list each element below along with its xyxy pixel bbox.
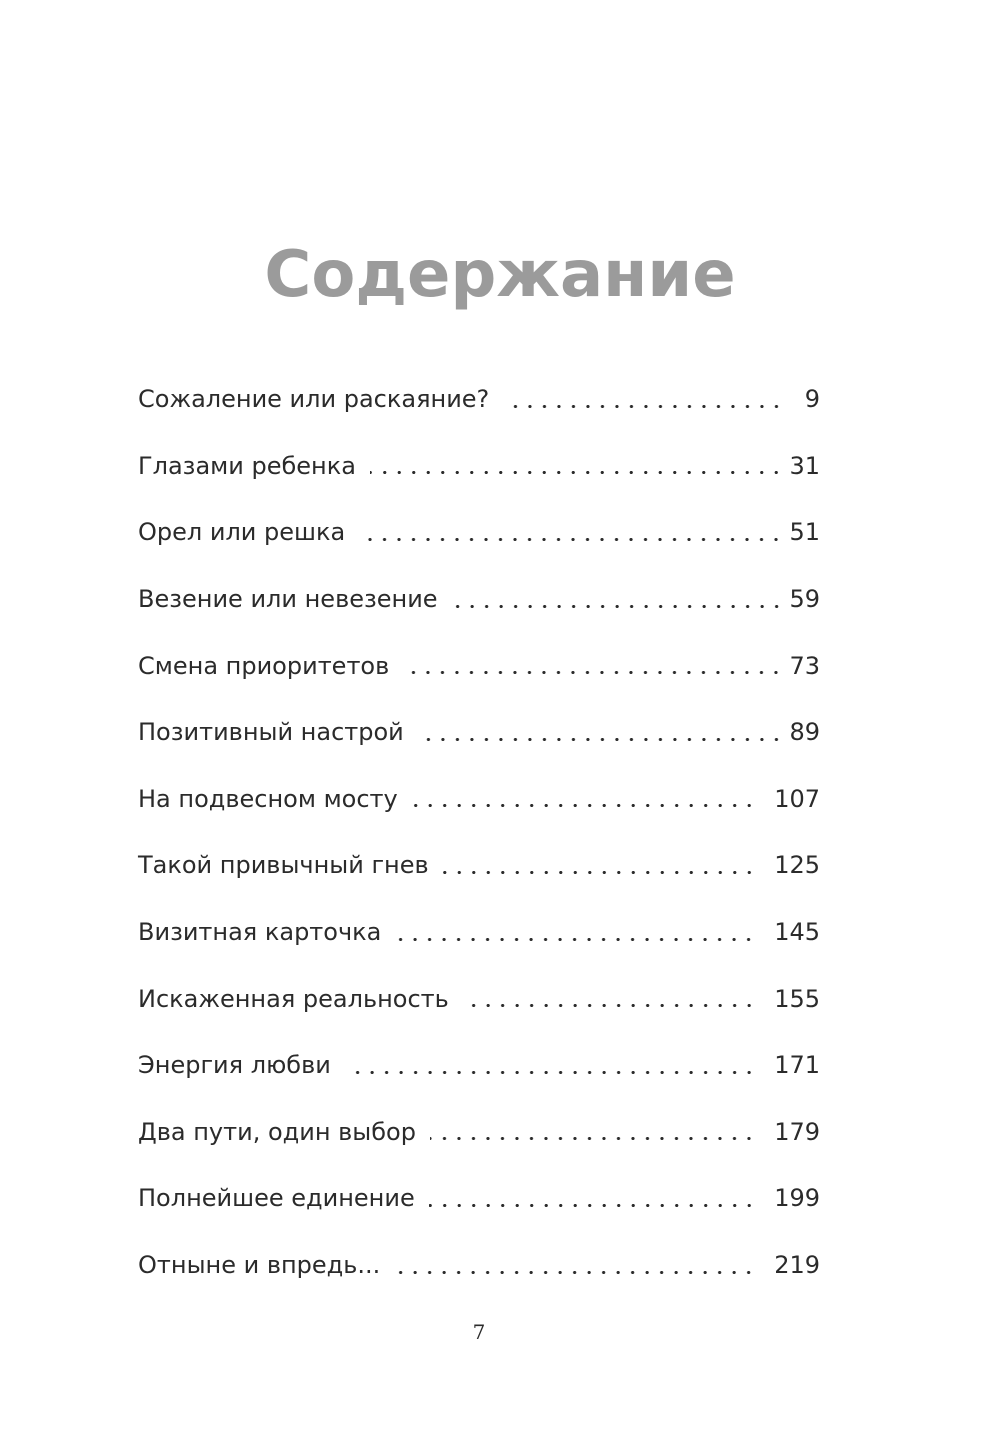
- toc-entry-page: 125: [774, 851, 820, 880]
- toc-entry-page: 155: [774, 984, 820, 1013]
- page-number: 7: [472, 1320, 486, 1344]
- dot-leader: [463, 1004, 756, 1007]
- toc-entry-page: 89: [789, 718, 820, 747]
- toc-entry-title: Орел или решка: [138, 518, 346, 547]
- dot-leader: [345, 1071, 756, 1074]
- toc-entry[interactable]: [138, 366, 820, 433]
- toc-entry-page: 179: [774, 1117, 820, 1146]
- toc-entry-title: Везение или невезение: [138, 585, 438, 614]
- toc-entry[interactable]: [138, 566, 820, 633]
- dot-leader: [429, 1204, 756, 1207]
- toc-entry-page: 219: [774, 1251, 820, 1280]
- dot-leader: [430, 1137, 756, 1140]
- dot-leader: [503, 405, 784, 408]
- dot-leader: [412, 804, 756, 807]
- toc-entry[interactable]: [138, 699, 820, 766]
- toc-entry-title: На подвесном мосту: [138, 784, 398, 813]
- toc-entry-page: 171: [774, 1051, 820, 1080]
- toc-entry-title: Смена приоритетов: [138, 651, 390, 680]
- dot-leader: [394, 1271, 756, 1274]
- toc-entry[interactable]: [138, 1099, 820, 1166]
- toc-entry[interactable]: [138, 499, 820, 566]
- toc-entry[interactable]: [138, 965, 820, 1032]
- toc-entry-page: 145: [774, 918, 820, 947]
- toc-entry-title: Сожаление или раскаяние?: [138, 385, 490, 414]
- page-title: Содержание: [264, 237, 736, 312]
- dot-leader: [403, 671, 783, 674]
- toc-entry-page: 9: [804, 385, 820, 414]
- dot-leader: [395, 938, 756, 941]
- toc-entry-title: Глазами ребенка: [138, 451, 356, 480]
- dot-leader: [359, 538, 783, 541]
- toc-entry-title: Такой привычный гнев: [138, 851, 429, 880]
- toc-entry-page: 107: [774, 784, 820, 813]
- toc-entry[interactable]: [138, 632, 820, 699]
- dot-leader: [418, 738, 784, 741]
- toc-entry[interactable]: [138, 832, 820, 899]
- table-of-contents: [138, 366, 820, 1298]
- toc-entry-page: 199: [774, 1184, 820, 1213]
- toc-entry[interactable]: [138, 766, 820, 833]
- toc-entry-title: Позитивный настрой: [138, 718, 404, 747]
- toc-entry[interactable]: [138, 899, 820, 966]
- toc-entry-title: Два пути, один выбор: [138, 1117, 416, 1146]
- toc-entry-title: Энергия любви: [138, 1051, 331, 1080]
- toc-entry-page: 31: [789, 451, 820, 480]
- toc-entry-title: Визитная карточка: [138, 918, 382, 947]
- dot-leader: [443, 871, 757, 874]
- toc-entry[interactable]: [138, 1032, 820, 1099]
- toc-entry-page: 51: [789, 518, 820, 547]
- toc-entry-title: Отныне и впредь...: [138, 1251, 381, 1280]
- toc-entry-page: 59: [789, 585, 820, 614]
- toc-entry[interactable]: [138, 433, 820, 500]
- toc-entry-title: Полнейшее единение: [138, 1184, 415, 1213]
- toc-entry-page: 73: [789, 651, 820, 680]
- toc-entry[interactable]: [138, 1232, 820, 1299]
- dot-leader: [370, 471, 784, 474]
- toc-entry-title: Искаженная реальность: [138, 984, 449, 1013]
- toc-entry[interactable]: [138, 1165, 820, 1232]
- dot-leader: [452, 605, 784, 608]
